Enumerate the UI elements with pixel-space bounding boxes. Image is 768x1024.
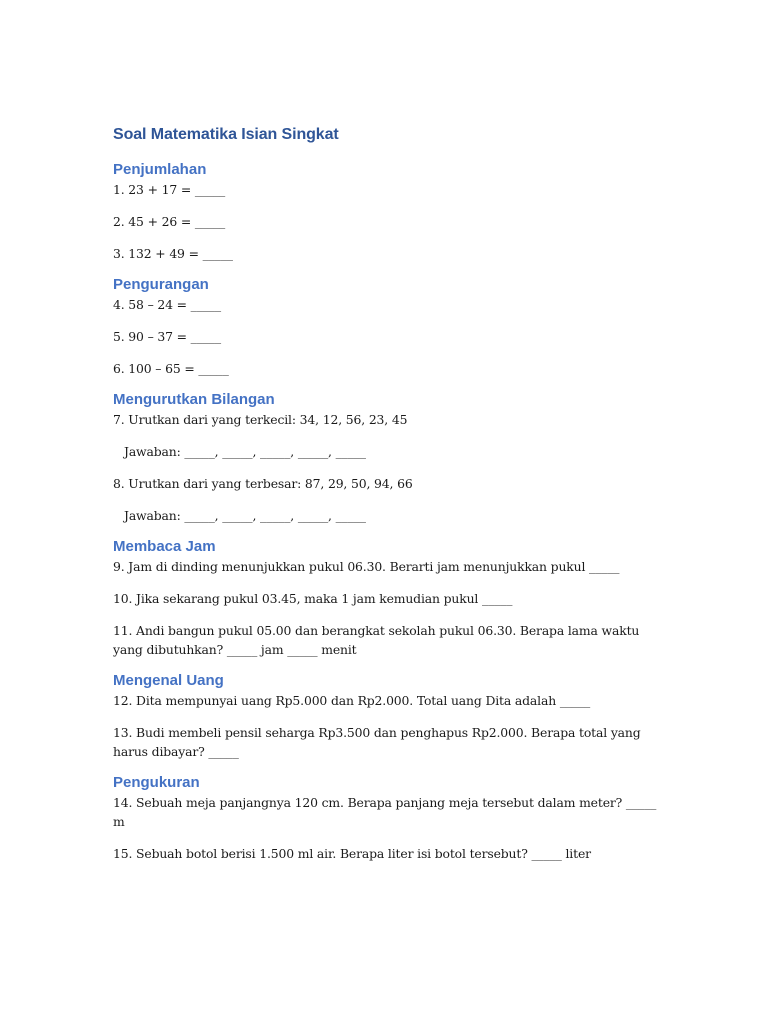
sections-container xyxy=(113,160,658,863)
question-item: 7. Urutkan dari yang terkecil: 34, 12, 56, 23, 45 xyxy=(113,412,408,427)
section-heading: Mengurutkan Bilangan xyxy=(113,391,275,408)
question-item: 4. 58 – 24 = _____ xyxy=(113,297,221,312)
section-membaca-jam xyxy=(113,537,658,659)
question-item: 10. Jika sekarang pukul 03.45, maka 1 jam kemudian pukul _____ xyxy=(113,591,513,606)
question-item: 9. Jam di dinding menunjukkan pukul 06.30. Berarti jam menunjukkan pukul _____ xyxy=(113,559,620,574)
section-mengurutkan-bilangan xyxy=(113,390,658,525)
question-item: 3. 132 + 49 = _____ xyxy=(113,246,233,261)
section-pengurangan xyxy=(113,275,658,378)
question-item: 14. Sebuah meja panjangnya 120 cm. Berapa panjang meja tersebut dalam meter? _____ m xyxy=(113,795,657,829)
document-page xyxy=(113,124,658,876)
section-heading: Mengenal Uang xyxy=(113,672,224,689)
question-item: 12. Dita mempunyai uang Rp5.000 dan Rp2.000. Total uang Dita adalah _____ xyxy=(113,693,591,708)
question-item: 1. 23 + 17 = _____ xyxy=(113,182,226,197)
section-heading: Pengurangan xyxy=(113,276,209,293)
question-item: 13. Budi membeli pensil seharga Rp3.500 dan penghapus Rp2.000. Berapa total yang harus dibayar? _____ xyxy=(113,725,641,759)
section-heading: Membaca Jam xyxy=(113,538,216,555)
question-item: 2. 45 + 26 = _____ xyxy=(113,214,226,229)
section-pengukuran xyxy=(113,773,658,863)
section-heading: Pengukuran xyxy=(113,774,200,791)
question-item: 8. Urutkan dari yang terbesar: 87, 29, 50, 94, 66 xyxy=(113,476,413,491)
question-item: 15. Sebuah botol berisi 1.500 ml air. Berapa liter isi botol tersebut? _____ liter xyxy=(113,846,591,861)
section-mengenal-uang xyxy=(113,671,658,761)
document-title: Soal Matematika Isian Singkat xyxy=(113,126,339,143)
question-item: 11. Andi bangun pukul 05.00 dan berangkat sekolah pukul 06.30. Berapa lama waktu yang dibutuhkan? _____ jam _____ menit xyxy=(113,623,640,657)
section-heading: Penjumlahan xyxy=(113,161,207,178)
question-item: 6. 100 – 65 = _____ xyxy=(113,361,229,376)
question-item: 5. 90 – 37 = _____ xyxy=(113,329,221,344)
answer-line: Jawaban: _____, _____, _____, _____, _____ xyxy=(124,444,366,459)
answer-line: Jawaban: _____, _____, _____, _____, _____ xyxy=(124,508,366,523)
section-penjumlahan xyxy=(113,160,658,263)
